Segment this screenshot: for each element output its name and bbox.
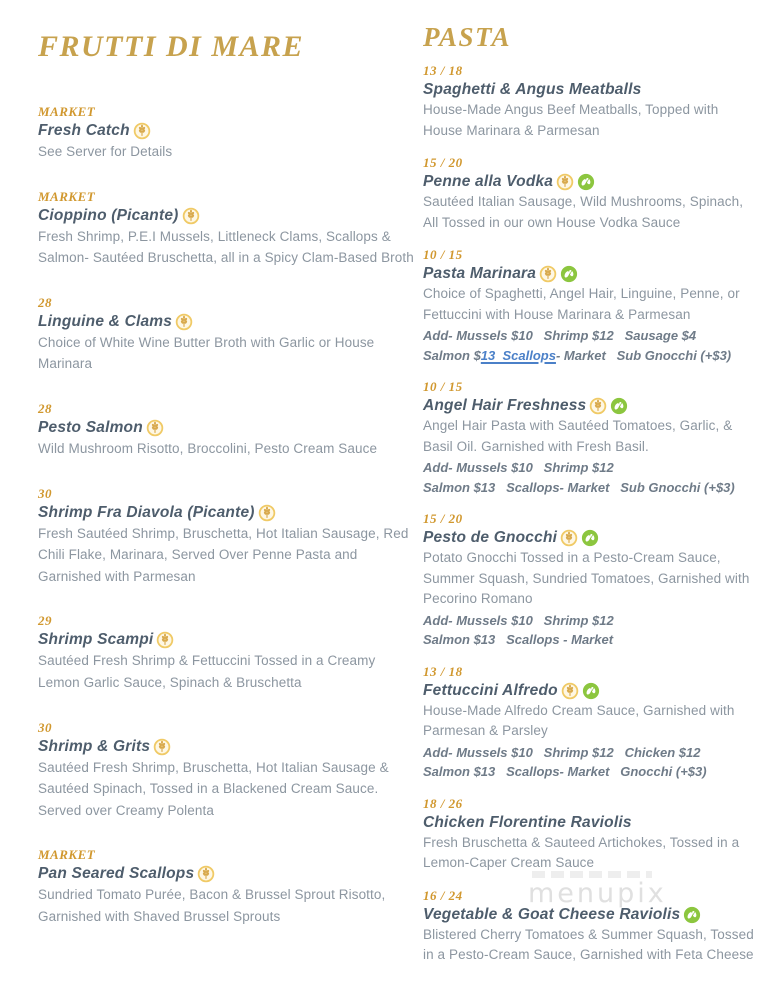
item-name-row — [38, 121, 420, 141]
item-name: Shrimp Fra Diavola (Picante) — [38, 503, 255, 521]
leaf-icon — [560, 265, 578, 283]
item-name: Fresh Catch — [38, 122, 130, 139]
menu-item — [423, 247, 755, 365]
addon-text: Salmon $13 Scallops- Market Gnocchi (+$3) — [423, 764, 707, 780]
item-price: 15 / 20 — [423, 511, 463, 527]
addon-line — [423, 326, 755, 346]
section-title-pasta: PASTA — [423, 22, 512, 52]
scallops-link[interactable]: 13 Scallops — [480, 347, 556, 363]
item-name: Pasta Marinara — [423, 265, 537, 283]
item-name: Angel Hair Freshness — [423, 397, 587, 415]
item-name: Chicken Florentine Raviolis — [423, 813, 632, 831]
addon-line — [423, 630, 755, 650]
addon-text: Add- Mussels $10 Shrimp $12 Chicken $12 — [423, 744, 701, 760]
addon-text: Salmon $ — [423, 347, 481, 363]
addon-line — [423, 611, 755, 631]
leaf-icon — [582, 682, 600, 700]
wheat-icon — [146, 419, 164, 437]
frutti-di-mare-section — [38, 30, 420, 954]
item-description: Sautéed Fresh Shrimp, Bruschetta, Hot Italian Sausage & Sautéed Spinach, Tossed in a Blackened Cream Sauce. Served over Creamy Polenta — [38, 759, 389, 818]
wheat-icon — [556, 173, 574, 191]
item-description: Potato Gnocchi Tossed in a Pesto-Cream Sauce, Summer Squash, Sundried Tomatoes, Garnished with Pecorino Romano — [423, 550, 750, 607]
pasta-items — [423, 63, 755, 966]
wheat-icon — [182, 207, 200, 225]
item-price: 10 / 15 — [423, 379, 463, 395]
item-name-row — [423, 681, 755, 701]
addon-line — [423, 346, 755, 366]
item-description: Sautéed Italian Sausage, Wild Mushrooms, Spinach, All Tossed in our own House Vodka Sauce — [423, 194, 744, 230]
addon-line — [423, 762, 755, 782]
item-name: Linguine & Clams — [38, 312, 173, 330]
menu-item — [38, 189, 420, 269]
item-description: Sundried Tomato Purée, Bacon & Brussel Sprout Risotto, Garnished with Shaved Brussel Sprouts — [38, 887, 386, 924]
watermark-text: menupix — [528, 878, 667, 909]
menu-item — [38, 401, 420, 460]
item-name: Spaghetti & Angus Meatballs — [423, 81, 642, 98]
wheat-icon — [153, 738, 171, 756]
menu-item — [38, 295, 420, 375]
item-description: Choice of Spaghetti, Angel Hair, Linguine, Penne, or Fettuccini with House Marinara & Parmesan — [423, 286, 740, 322]
wheat-icon — [197, 865, 215, 883]
item-name-row — [423, 528, 755, 548]
item-name-row — [423, 172, 755, 192]
addon-text: Add- Mussels $10 Shrimp $12 Sausage $4 — [423, 328, 697, 344]
menu-item — [423, 63, 755, 141]
item-description: House-Made Alfredo Cream Sauce, Garnished with Parmesan & Parsley — [423, 702, 735, 739]
item-name-row — [423, 80, 755, 100]
item-price: 28 — [38, 294, 52, 310]
menu-item — [423, 155, 755, 233]
wheat-icon — [589, 397, 607, 415]
wheat-icon — [539, 265, 557, 283]
addon-text: Salmon $13 Scallops- Market Sub Gnocchi (+$3) — [423, 479, 735, 495]
item-addons — [423, 611, 755, 650]
menu-item — [38, 847, 420, 927]
item-description: Choice of White Wine Butter Broth with Garlic or House Marinara — [38, 334, 375, 372]
addon-text: Add- Mussels $10 Shrimp $12 — [423, 612, 614, 628]
item-price: 29 — [38, 613, 52, 629]
addon-line — [423, 458, 755, 478]
item-name-row — [38, 418, 420, 438]
wheat-icon — [133, 122, 151, 140]
item-name: Pesto de Gnocchi — [423, 529, 558, 547]
wheat-icon — [175, 313, 193, 331]
item-name: Shrimp & Grits — [38, 737, 151, 755]
addon-text: Add- Mussels $10 Shrimp $12 — [423, 460, 614, 476]
item-price: 30 — [38, 719, 52, 735]
menu-item — [38, 486, 420, 588]
pasta-section — [423, 22, 755, 980]
item-name-row — [38, 737, 420, 757]
watermark-dashes — [532, 871, 652, 878]
menu-item — [38, 720, 420, 822]
addon-line — [423, 478, 755, 498]
menu-item — [38, 613, 420, 693]
leaf-icon — [577, 173, 595, 191]
item-price: 13 / 18 — [423, 63, 463, 78]
item-name-row — [38, 630, 420, 650]
wheat-icon — [156, 631, 174, 649]
item-description: House-Made Angus Beef Meatballs, Topped with House Marinara & Parmesan — [423, 102, 719, 138]
menu-item — [423, 511, 755, 650]
item-description: Blistered Cherry Tomatoes & Summer Squash, Tossed in a Pesto-Cream Sauce, Garnished with Feta Cheese — [423, 926, 754, 963]
item-name: Penne alla Vodka — [423, 173, 554, 191]
item-addons — [423, 743, 755, 782]
leaf-icon — [581, 529, 599, 547]
item-name: Cioppino (Picante) — [38, 206, 179, 224]
addon-text: Salmon $13 Scallops - Market — [423, 632, 614, 648]
item-name-row — [38, 864, 420, 884]
item-name-row — [423, 813, 755, 833]
item-description: See Server for Details — [38, 144, 173, 159]
item-price: 18 / 26 — [423, 795, 463, 811]
wheat-icon — [560, 529, 578, 547]
frutti-di-mare-items — [38, 104, 420, 928]
item-price: 13 / 18 — [423, 663, 463, 679]
addon-text: - Market Sub Gnocchi (+$3) — [555, 347, 732, 363]
item-name-row — [38, 312, 420, 332]
section-title-frutti-di-mare: FRUTTI DI MARE — [38, 30, 305, 63]
wheat-icon — [561, 682, 579, 700]
item-name: Pesto Salmon — [38, 418, 143, 436]
item-description: Angel Hair Pasta with Sautéed Tomatoes, Garlic, & Basil Oil. Garnished with Fresh Basil. — [423, 418, 733, 454]
item-price: 10 / 15 — [423, 247, 463, 263]
item-price: MARKET — [38, 104, 96, 119]
menu-item — [423, 379, 755, 497]
item-price: 16 / 24 — [423, 887, 463, 903]
item-price: 30 — [38, 485, 52, 501]
item-description: Fresh Bruschetta & Sauteed Artichokes, Tossed in a Lemon-Caper Cream Sauce — [423, 834, 740, 871]
item-name-row — [38, 206, 420, 226]
item-name: Vegetable & Goat Cheese Raviolis — [423, 905, 681, 923]
wheat-icon — [258, 504, 276, 522]
item-name: Fettuccini Alfredo — [423, 681, 558, 699]
item-price: 15 / 20 — [423, 155, 463, 171]
item-description: Fresh Sautéed Shrimp, Bruschetta, Hot Italian Sausage, Red Chili Flake, Marinara, Served Over Penne Pasta and Garnished with Parmesan — [38, 525, 409, 584]
item-addons — [423, 326, 755, 365]
menu-item — [423, 664, 755, 782]
item-price: MARKET — [38, 188, 96, 204]
item-description: Wild Mushroom Risotto, Broccolini, Pesto Cream Sauce — [38, 440, 378, 456]
menupix-watermark — [528, 871, 667, 910]
menu-item — [423, 796, 755, 874]
item-description: Sautéed Fresh Shrimp & Fettuccini Tossed in a Creamy Lemon Garlic Sauce, Spinach & Bruschetta — [38, 653, 376, 690]
item-name: Shrimp Scampi — [38, 631, 154, 649]
item-price: 28 — [38, 400, 52, 416]
leaf-icon — [610, 397, 628, 415]
item-name-row — [423, 396, 755, 416]
item-name-row — [38, 503, 420, 523]
item-addons — [423, 458, 755, 497]
menu-item — [38, 104, 420, 163]
leaf-icon — [683, 906, 701, 924]
item-price: MARKET — [38, 847, 96, 863]
addon-line — [423, 743, 755, 763]
item-name-row — [423, 264, 755, 284]
item-name: Pan Seared Scallops — [38, 865, 195, 883]
item-description: Fresh Shrimp, P.E.I Mussels, Littleneck Clams, Scallops & Salmon- Sautéed Bruschetta, all in a Spicy Clam-Based Broth — [38, 228, 414, 266]
